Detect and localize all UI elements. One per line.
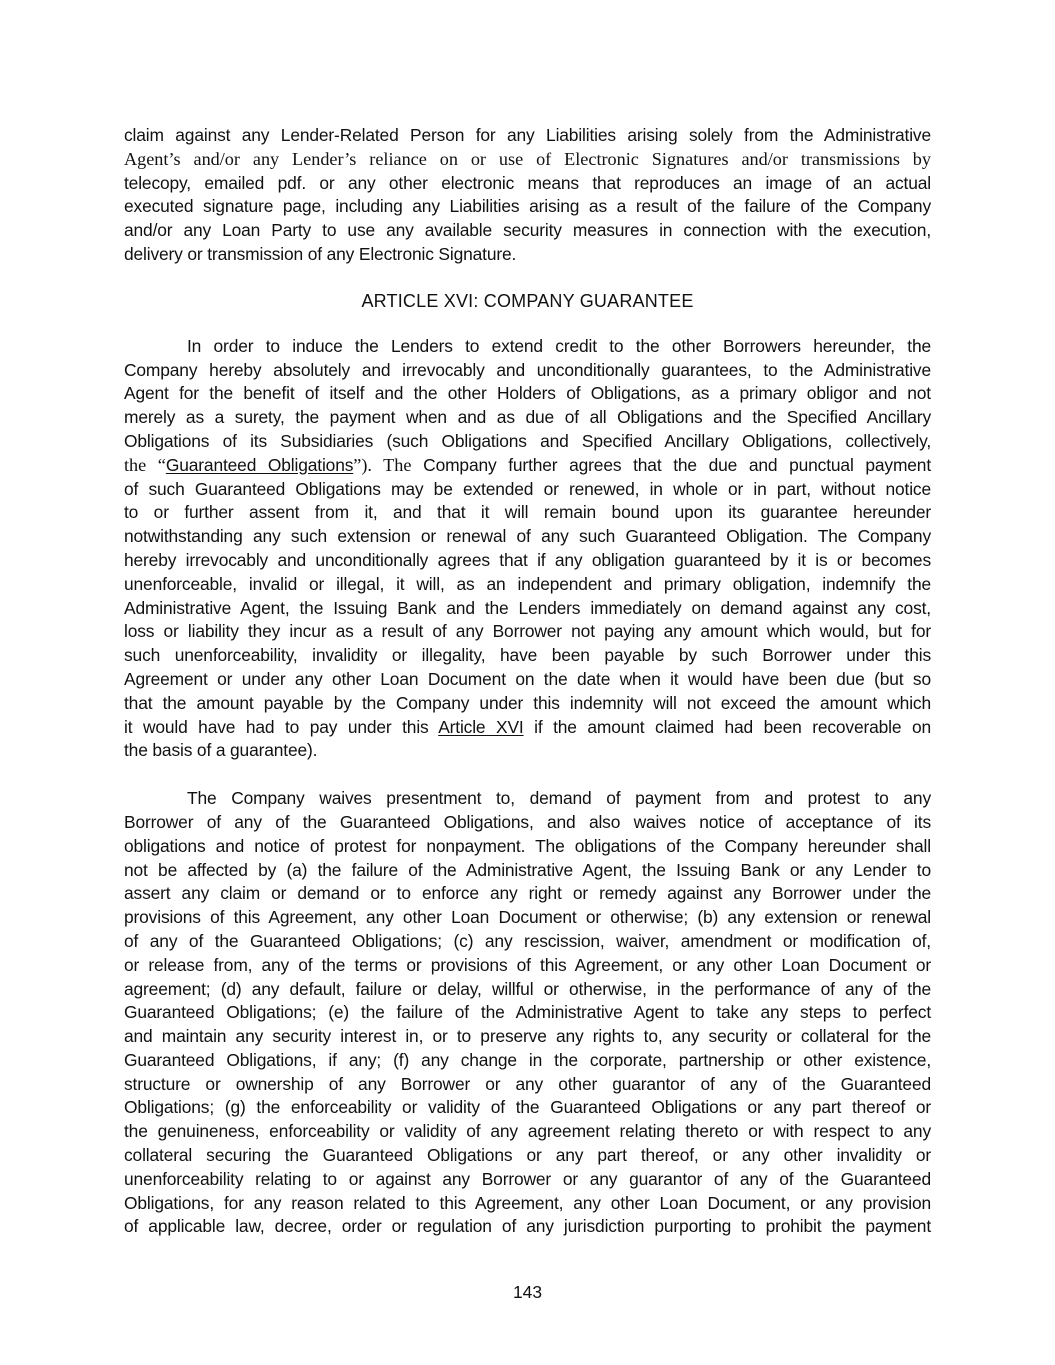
defined-term-line [124, 454, 931, 478]
paragraph-line: that the amount payable by the Company under this indemnity will not exceed the amount which [124, 692, 931, 713]
paragraph-line: the genuineness, enforceability or validity of any agreement relating thereto or with respect to any [124, 1121, 931, 1142]
paragraph-line: Agent for the benefit of itself and the other Holders of Obligations, as a primary obligor and not [124, 383, 931, 404]
paragraph-line: The Company waives presentment to, demand of payment from and protest to any [187, 788, 931, 809]
paragraph-line: the basis of a guarantee). [124, 740, 318, 761]
paragraph-line: not be affected by (a) the failure of the Administrative Agent, the Issuing Bank or any Lender to [124, 859, 931, 880]
paragraph-line: In order to induce the Lenders to extend credit to the other Borrowers hereunder, the [187, 335, 931, 356]
paragraph-line: Guaranteed Obligations, if any; (f) any change in the corporate, partnership or other existence, [124, 1049, 931, 1070]
paragraph-line: Agent’s and/or any Lender’s reliance on or use of Electronic Signatures and/or transmissions by [124, 148, 931, 169]
paragraph-line: provisions of this Agreement, any other Loan Document or otherwise; (b) any extension or renewal [124, 907, 931, 928]
article-heading: ARTICLE XVI: COMPANY GUARANTEE [361, 290, 694, 311]
paragraph-line: assert any claim or demand or to enforce any right or remedy against any Borrower under the [124, 883, 931, 904]
paragraph-line: of any of the Guaranteed Obligations; (c) any rescission, waiver, amendment or modification of, [124, 930, 931, 951]
paragraph-line: or release from, any of the terms or provisions of this Agreement, or any other Loan Document or [124, 954, 931, 975]
waiver-paragraph [124, 787, 931, 1239]
paragraph-line: Administrative Agent, the Issuing Bank and the Lenders immediately on demand against any cost, [124, 597, 931, 618]
paragraph-line: such unenforceability, invalidity or illegality, have been payable by such Borrower under this [124, 645, 931, 666]
document-page [124, 124, 931, 1239]
paragraph-line: Agreement or under any other Loan Document on the date when it would have been due (but so [124, 668, 931, 689]
paragraph-line: Obligations; (g) the enforceability or validity of the Guaranteed Obligations or any part thereof or [124, 1097, 931, 1118]
article-reference-line [124, 716, 931, 740]
paragraph-gap [124, 763, 931, 787]
defined-term-suffix: ”). The [353, 454, 412, 475]
paragraph-line: claim against any Lender-Related Person for any Liabilities arising solely from the Administrative [124, 125, 931, 145]
defined-term-rest: Company further agrees that the due and punctual payment [423, 454, 932, 475]
paragraph-line: and maintain any security interest in, or to preserve any rights to, any security or collateral for the [124, 1026, 931, 1047]
page-number: 143 [512, 1282, 542, 1302]
paragraph-line: collateral securing the Guaranteed Obligations or any part thereof, or any other invalidity or [124, 1145, 931, 1166]
paragraph-line: loss or liability they incur as a result of any Borrower not paying any amount which would, but for [124, 621, 931, 642]
paragraph-line: executed signature page, including any Liabilities arising as a result of the failure of the Company [124, 196, 931, 217]
guarantee-paragraph [124, 335, 931, 763]
paragraph-line: unenforceable, invalid or illegal, it will, as an independent and primary obligation, indemnify the [124, 573, 931, 594]
carryover-paragraph [124, 124, 931, 267]
paragraph-line: Obligations of its Subsidiaries (such Obligations and Specified Ancillary Obligations, collectively, [124, 430, 931, 451]
paragraph-line: telecopy, emailed pdf. or any other electronic means that reproduces an image of an actual [124, 172, 931, 193]
paragraph-line: to or further assent from it, and that it will remain bound upon its guarantee hereunder [124, 502, 931, 523]
paragraph-line: Company hereby absolutely and irrevocably and unconditionally guarantees, to the Administrative [124, 359, 931, 380]
paragraph-line: merely as a surety, the payment when and as due of all Obligations and the Specified Ancillary [124, 407, 931, 428]
paragraph-line: structure or ownership of any Borrower or any other guarantor of any of the Guaranteed [124, 1073, 931, 1094]
paragraph-line: of such Guaranteed Obligations may be extended or renewed, in whole or in part, without notice [124, 478, 931, 499]
paragraph-line: and/or any Loan Party to use any available security measures in connection with the execution, [124, 220, 931, 241]
paragraph-line: obligations and notice of protest for nonpayment. The obligations of the Company hereunder shall [124, 835, 931, 856]
reference-suffix: if the amount claimed had been recoverable on [534, 716, 932, 737]
defined-term: Guaranteed Obligations [165, 454, 354, 475]
paragraph-line: delivery or transmission of any Electronic Signature. [124, 243, 517, 264]
paragraph-line: Obligations, for any reason related to this Agreement, any other Loan Document, or any provision [124, 1192, 931, 1213]
paragraph-line: Guaranteed Obligations; (e) the failure of the Administrative Agent to take any steps to perfect [124, 1002, 931, 1023]
paragraph-line: unenforceability relating to or against any Borrower or any guarantor of any of the Guaranteed [124, 1168, 931, 1189]
paragraph-line: hereby irrevocably and unconditionally agrees that if any obligation guaranteed by it is or becomes [124, 549, 931, 570]
defined-term-prefix: the “ [124, 454, 166, 475]
paragraph-line: notwithstanding any such extension or renewal of any such Guaranteed Obligation. The Company [124, 526, 931, 547]
paragraph-line: agreement; (d) any default, failure or delay, willful or otherwise, in the performance of any of the [124, 978, 931, 999]
paragraph-line: of applicable law, decree, order or regulation of any jurisdiction purporting to prohibit the payment [124, 1216, 931, 1237]
article-reference: Article XVI [438, 716, 524, 737]
paragraph-line: Borrower of any of the Guaranteed Obligations, and also waives notice of acceptance of its [124, 811, 931, 832]
reference-prefix: it would have had to pay under this [124, 716, 429, 737]
